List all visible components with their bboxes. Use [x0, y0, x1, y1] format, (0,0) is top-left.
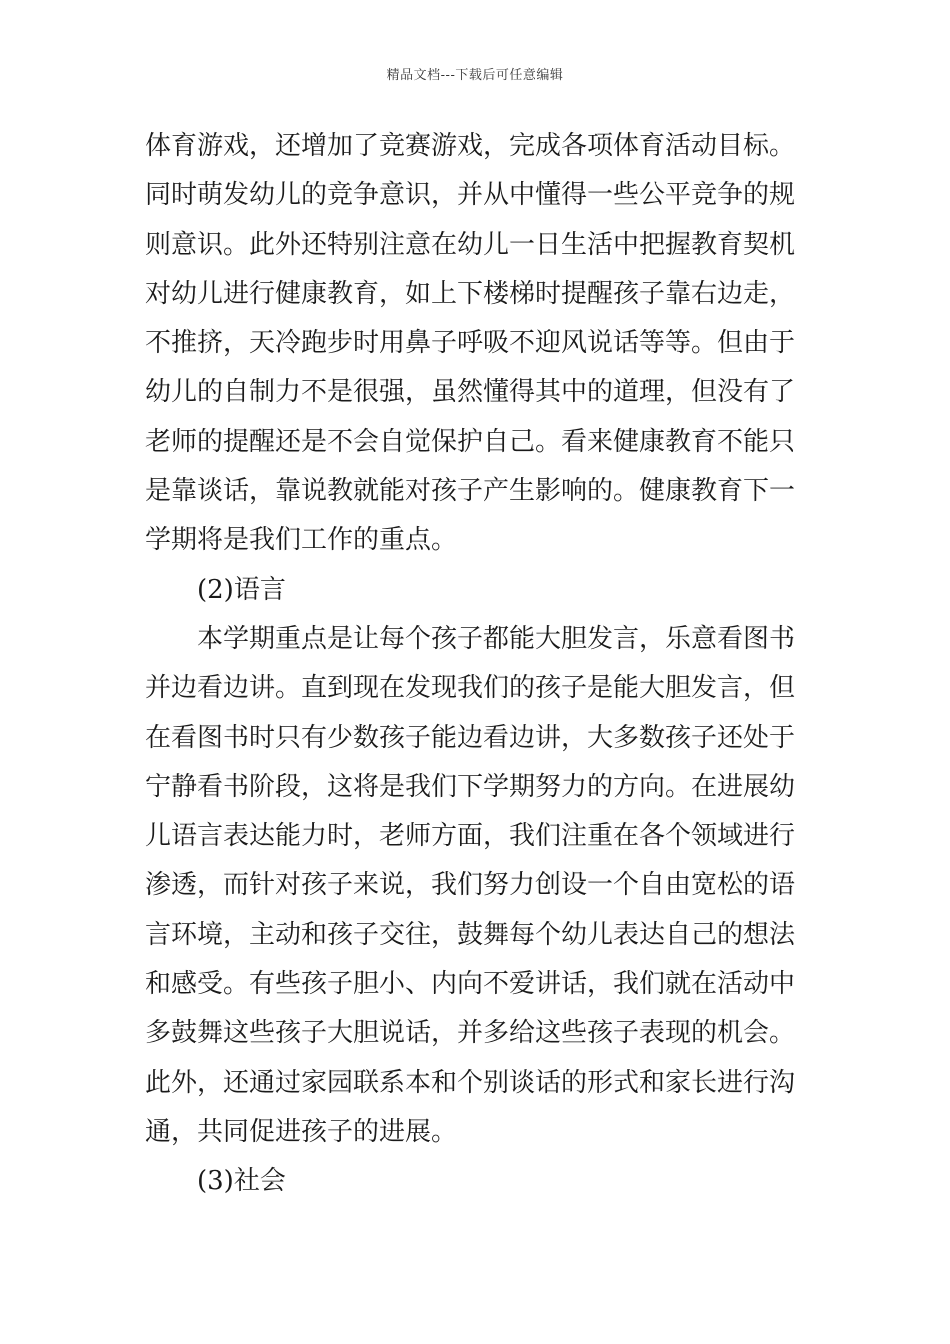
text-line: 此外，还通过家园联系本和个别谈话的形式和家长进行沟	[145, 1067, 796, 1098]
text-line: 和感受。有些孩子胆小、内向不爱讲话，我们就在活动中	[145, 969, 796, 1000]
text-line: (3)社会	[197, 1166, 286, 1197]
text-line: 学期将是我们工作的重点。	[145, 525, 458, 556]
text-line: 对幼儿进行健康教育，如上下楼梯时提醒孩子靠右边走，	[145, 278, 796, 309]
text-line: 幼儿的自制力不是很强，虽然懂得其中的道理，但没有了	[145, 377, 796, 408]
text-line: 多鼓舞这些孩子大胆说话，并多给这些孩子表现的机会。	[145, 1018, 796, 1049]
text-line: 本学期重点是让每个孩子都能大胆发言，乐意看图书	[197, 623, 796, 654]
text-line: 老师的提醒还是不会自觉保护自己。看来健康教育不能只	[145, 426, 796, 457]
text-line: 在看图书时只有少数孩子能边看边讲，大多数孩子还处于	[145, 722, 796, 753]
document-body	[145, 122, 810, 1207]
text-line: (2)语言	[197, 574, 286, 605]
text-line: 并边看边讲。直到现在发现我们的孩子是能大胆发言，但	[145, 673, 796, 704]
text-line: 儿语言表达能力时，老师方面，我们注重在各个领域进行	[145, 821, 796, 852]
text-line: 体育游戏，还增加了竞赛游戏，完成各项体育活动目标。	[145, 131, 796, 161]
text-line: 通，共同促进孩子的进展。	[145, 1116, 458, 1147]
text-line: 言环境，主动和孩子交往，鼓舞每个幼儿表达自己的想法	[145, 919, 796, 950]
text-line: 宁静看书阶段，这将是我们下学期努力的方向。在进展幼	[145, 771, 796, 802]
text-line: 同时萌发幼儿的竞争意识，并从中懂得一些公平竞争的规	[145, 180, 796, 211]
text-line: 不推挤，天冷跑步时用鼻子呼吸不迎风说话等等。但由于	[145, 328, 796, 359]
page-header: 精品文档---下载后可任意编辑	[386, 68, 564, 83]
text-line: 是靠谈话，靠说教就能对孩子产生影响的。健康教育下一	[145, 476, 796, 507]
text-line: 渗透，而针对孩子来说，我们努力创设一个自由宽松的语	[145, 870, 796, 901]
text-line: 则意识。此外还特别注意在幼儿一日生活中把握教育契机	[145, 229, 796, 260]
